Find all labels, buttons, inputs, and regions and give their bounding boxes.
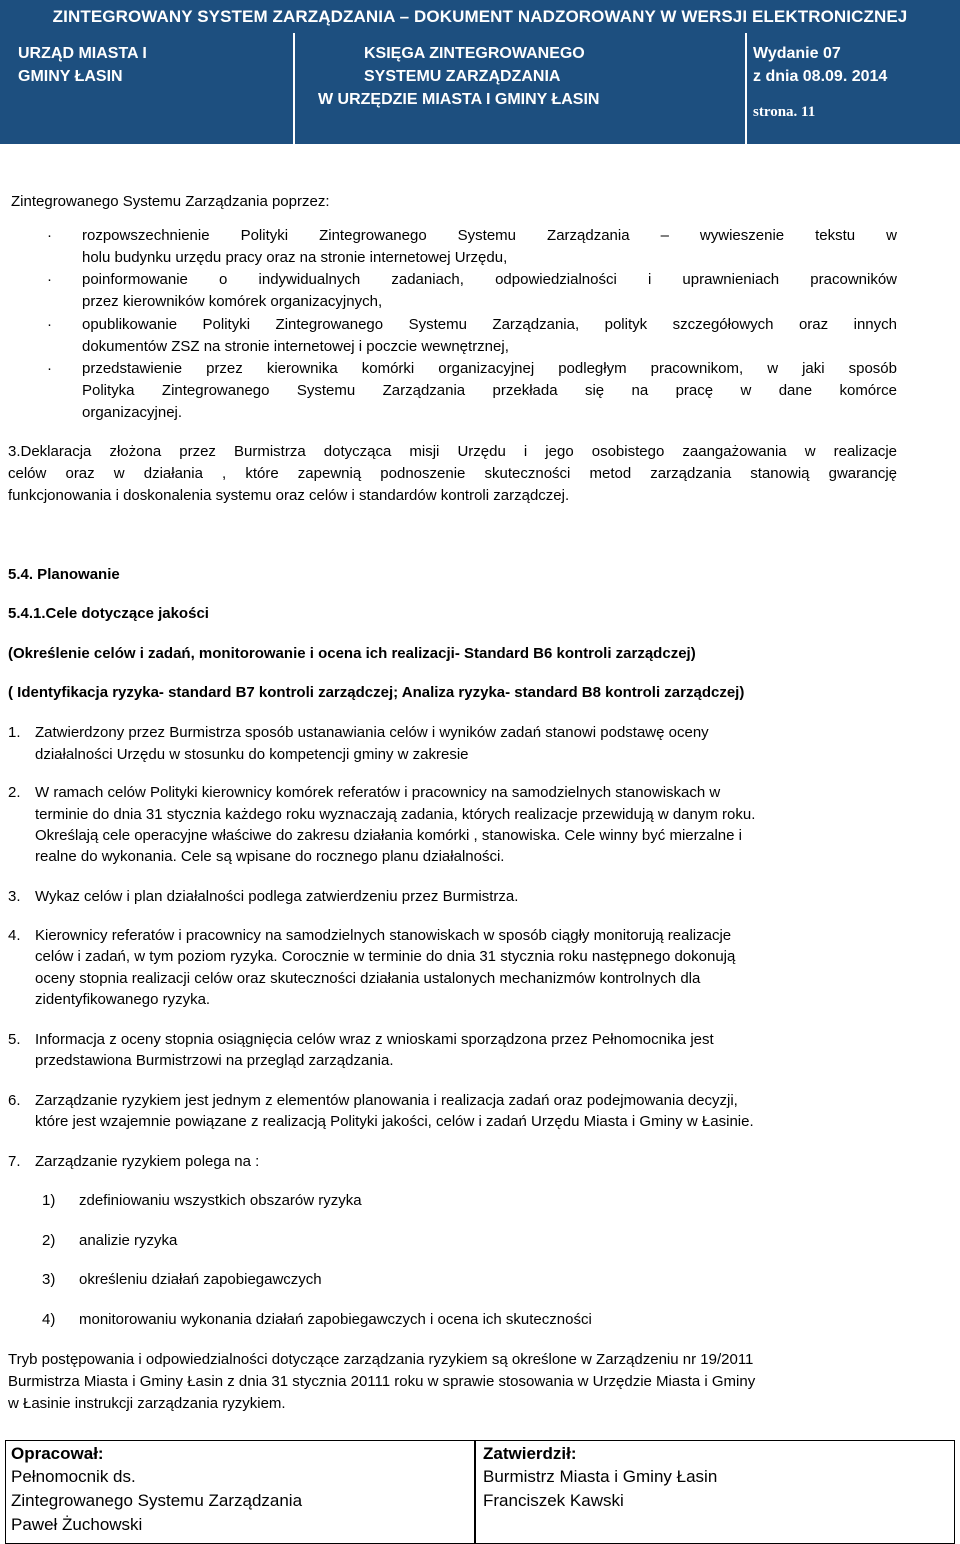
book-title-line-1: KSIĘGA ZINTEGROWANEGO	[364, 45, 585, 62]
header-edition-cell	[747, 33, 960, 144]
office-line-1: URZĄD MIASTA I	[18, 45, 147, 62]
standard-b6-note: (Określenie celów i zadań, monitorowanie i ocena ich realizacji- Standard B6 kontroli zarządczej)	[8, 645, 696, 662]
header-office-cell	[0, 33, 295, 144]
approved-by-cell	[474, 1440, 955, 1544]
list-item-number: 1.	[8, 724, 21, 741]
office-line-2: GMINY ŁASIN	[18, 68, 123, 85]
list-item-line: oceny stopnia realizacji celów oraz skuteczności działania ustalonych mechanizmów kontrolnych dla	[35, 970, 701, 987]
list-item-line: Informacja z oceny stopnia osiągnięcia celów wraz z wnioskami sporządzona przez Pełnomocnika jest	[35, 1031, 714, 1048]
document-banner: ZINTEGROWANY SYSTEM ZARZĄDZANIA – DOKUMENT NADZOROWANY W WERSJI ELEKTRONICZNEJ	[0, 0, 960, 33]
approved-by-line: Franciszek Kawski	[483, 1491, 624, 1510]
list-item-line: Określają cele operacyjne właściwe do zakresu działania komórki , stanowiska. Cele winny być mierzalne i	[35, 827, 742, 844]
list-item-line: działalności Urzędu w stosunku do kompetencji gminy w zakresie	[35, 746, 469, 763]
procedure-line-3: w Łasinie instrukcji zarządzania ryzykiem.	[8, 1395, 286, 1412]
list-item-line: Zatwierdzony przez Burmistrza sposób ustanawiania celów i wyników zadań stanowi podstawę oceny	[35, 724, 709, 741]
list-item-line: celów i zadań, w tym poziom ryzyka. Corocznie w terminie do dnia 31 stycznia roku następnego dokonują	[35, 948, 736, 965]
bullet-3-line-2: dokumentów ZSZ na stronie internetowej i poczcie wewnętrznej,	[82, 338, 509, 355]
bullet-dot: ·	[47, 316, 52, 333]
sub-item-number: 4)	[42, 1311, 56, 1328]
list-item-line: zidentyfikowanego ryzyka.	[35, 991, 211, 1008]
list-item-line: które jest wzajemnie powiązane z realizacją Polityki jakości, celów i zadań Urzędu Miasta i Gminy w Łasinie.	[35, 1113, 754, 1130]
bullet-3-line-1: opublikowanie Polityki Zintegrowanego Systemu Zarządzania, polityk szczegółowych oraz innych	[82, 316, 897, 333]
sub-item-text: określeniu działań zapobiegawczych	[79, 1271, 322, 1288]
bullet-dot: ·	[47, 360, 52, 377]
page-number: strona. 11	[753, 104, 816, 120]
declaration-line-2: celów oraz w działania , które zapewnią podnoszenie skuteczności metod zarządzania stanowią gwarancję	[8, 465, 897, 482]
book-title-line-2: SYSTEMU ZARZĄDZANIA	[364, 68, 561, 85]
standard-b7-b8-note: ( Identyfikacja ryzyka- standard B7 kontroli zarządczej; Analiza ryzyka- standard B8 kontroli zarządczej)	[8, 684, 745, 701]
list-item-number: 5.	[8, 1031, 21, 1048]
list-item-line: przedstawiona Burmistrzowi na przegląd zarządzania.	[35, 1052, 394, 1069]
bullet-4-line-1: przedstawienie przez kierownika komórki organizacyjnej podległym pracownikom, w jaki sposób	[82, 360, 897, 377]
bullet-1-line-2: holu budynku urzędu pracy oraz na stronie internetowej Urzędu,	[82, 249, 508, 266]
document-header	[0, 33, 960, 144]
intro-text: Zintegrowanego Systemu Zarządzania poprzez:	[11, 193, 330, 210]
prepared-by-cell	[5, 1440, 476, 1544]
list-item-number: 3.	[8, 888, 21, 905]
edition-date: z dnia 08.09. 2014	[753, 68, 888, 85]
bullet-1-line-1: rozpowszechnienie Polityki Zintegrowanego Systemu Zarządzania – wywieszenie tekstu w	[82, 227, 897, 244]
bullet-4-line-3: organizacyjnej.	[82, 404, 183, 421]
bullet-dot: ·	[47, 271, 52, 288]
list-item-line: Kierownicy referatów i pracownicy na samodzielnych stanowiskach w sposób ciągły monitorują realizacje	[35, 927, 732, 944]
prepared-by-line: Paweł Żuchowski	[11, 1515, 143, 1534]
list-item-number: 2.	[8, 784, 21, 801]
bullet-dot: ·	[47, 227, 52, 244]
declaration-line-3: funkcjonowania i doskonalenia systemu oraz celów i standardów kontroli zarządczej.	[8, 487, 570, 504]
bullet-4-line-2: Polityka Zintegrowanego Systemu Zarządzania przekłada się na pracę w dane komórce	[82, 382, 897, 399]
approved-by-line: Burmistrz Miasta i Gminy Łasin	[483, 1467, 718, 1486]
sub-item-number: 3)	[42, 1271, 56, 1288]
section-heading: 5.4. Planowanie	[8, 566, 120, 583]
procedure-line-2: Burmistrza Miasta i Gminy Łasin z dnia 31 stycznia 20111 roku w sprawie stosowania w Urzędzie Miasta i Gminy	[8, 1373, 756, 1390]
bullet-2-line-2: przez kierowników komórek organizacyjnych,	[82, 293, 383, 310]
sub-item-number: 1)	[42, 1192, 56, 1209]
list-item-line: W ramach celów Polityki kierownicy komórek referatów i pracownicy na samodzielnych stanowiskach w	[35, 784, 721, 801]
list-item-line: realne do wykonania. Cele są wpisane do rocznego planu działalności.	[35, 848, 505, 865]
sub-item-number: 2)	[42, 1232, 56, 1249]
book-title-line-3: W URZĘDZIE MIASTA I GMINY ŁASIN	[318, 91, 600, 108]
prepared-by-line: Zintegrowanego Systemu Zarządzania	[11, 1491, 303, 1510]
bullet-2-line-1: poinformowanie o indywidualnych zadaniach, odpowiedzialności i uprawnieniach pracowników	[82, 271, 897, 288]
prepared-by-line: Pełnomocnik ds.	[11, 1467, 136, 1486]
sub-item-text: monitorowaniu wykonania działań zapobiegawczych i ocena ich skuteczności	[79, 1311, 592, 1328]
declaration-line-1: 3.Deklaracja złożona przez Burmistrza dotycząca misji Urzędu i jego osobistego zaangażowania w realizacje	[8, 443, 897, 460]
list-item-line: Zarządzanie ryzykiem polega na :	[35, 1153, 260, 1170]
list-item-line: Wykaz celów i plan działalności podlega zatwierdzeniu przez Burmistrza.	[35, 888, 519, 905]
subsection-heading: 5.4.1.Cele dotyczące jakości	[8, 605, 209, 622]
list-item-line: terminie do dnia 31 stycznia każdego roku wyznaczają zadania, których realizacje przewidują w danym roku.	[35, 806, 756, 823]
edition-label: Wydanie 07	[753, 45, 841, 62]
list-item-number: 7.	[8, 1153, 21, 1170]
header-book-cell	[295, 33, 747, 144]
procedure-line-1: Tryb postępowania i odpowiedzialności dotyczące zarządzania ryzykiem są określone w Zarządzeniu nr 19/2011	[8, 1351, 754, 1368]
prepared-by-label: Opracował:	[11, 1444, 104, 1463]
approved-by-label: Zatwierdził:	[483, 1444, 577, 1463]
list-item-number: 4.	[8, 927, 21, 944]
list-item-line: Zarządzanie ryzykiem jest jednym z elementów planowania i realizacja zadań oraz podejmowania decyzji,	[35, 1092, 738, 1109]
list-item-number: 6.	[8, 1092, 21, 1109]
sub-item-text: zdefiniowaniu wszystkich obszarów ryzyka	[79, 1192, 362, 1209]
sub-item-text: analizie ryzyka	[79, 1232, 178, 1249]
